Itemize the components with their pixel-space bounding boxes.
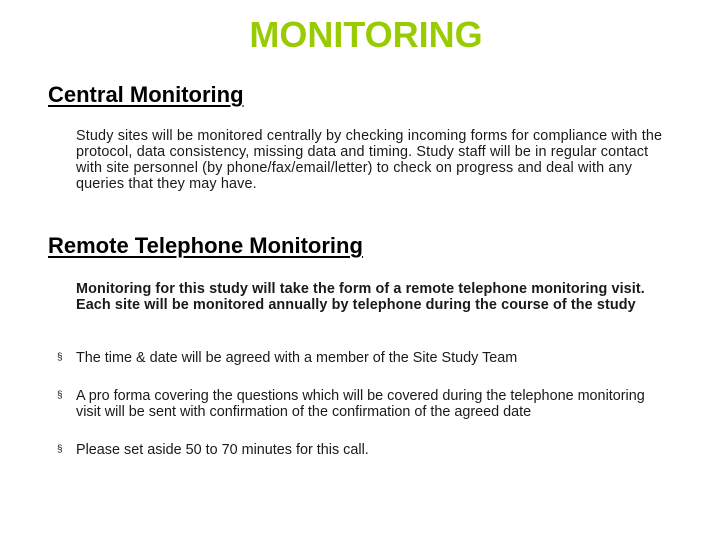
remote-monitoring-paragraph: Monitoring for this study will take the form of a remote telephone monitoring visit. Each site will be monitored annually by telephone during the course of the study (76, 281, 645, 313)
bullet-text: A pro forma covering the questions which will be covered during the telephone monitoring visit will be sent with confirmation of the confirmation of the agreed date (76, 388, 645, 420)
central-monitoring-paragraph: Study sites will be monitored centrally by checking incoming forms for compliance with the protocol, data consistency, missing data and timing. Study staff will be in regular contact with site personnel (by phone/fax/email/letter) to check on progress and deal with any queries that they may have. (76, 128, 663, 192)
bullet-marker-icon: § (57, 352, 63, 363)
bullet-marker-icon: § (57, 444, 63, 455)
slide-title: MONITORING (249, 14, 483, 55)
central-monitoring-heading: Central Monitoring (48, 82, 244, 107)
remote-monitoring-heading: Remote Telephone Monitoring (48, 233, 363, 258)
bullet-marker-icon: § (57, 390, 63, 401)
bullet-text: Please set aside 50 to 70 minutes for this call. (76, 442, 369, 458)
bullet-text: The time & date will be agreed with a member of the Site Study Team (76, 350, 518, 366)
